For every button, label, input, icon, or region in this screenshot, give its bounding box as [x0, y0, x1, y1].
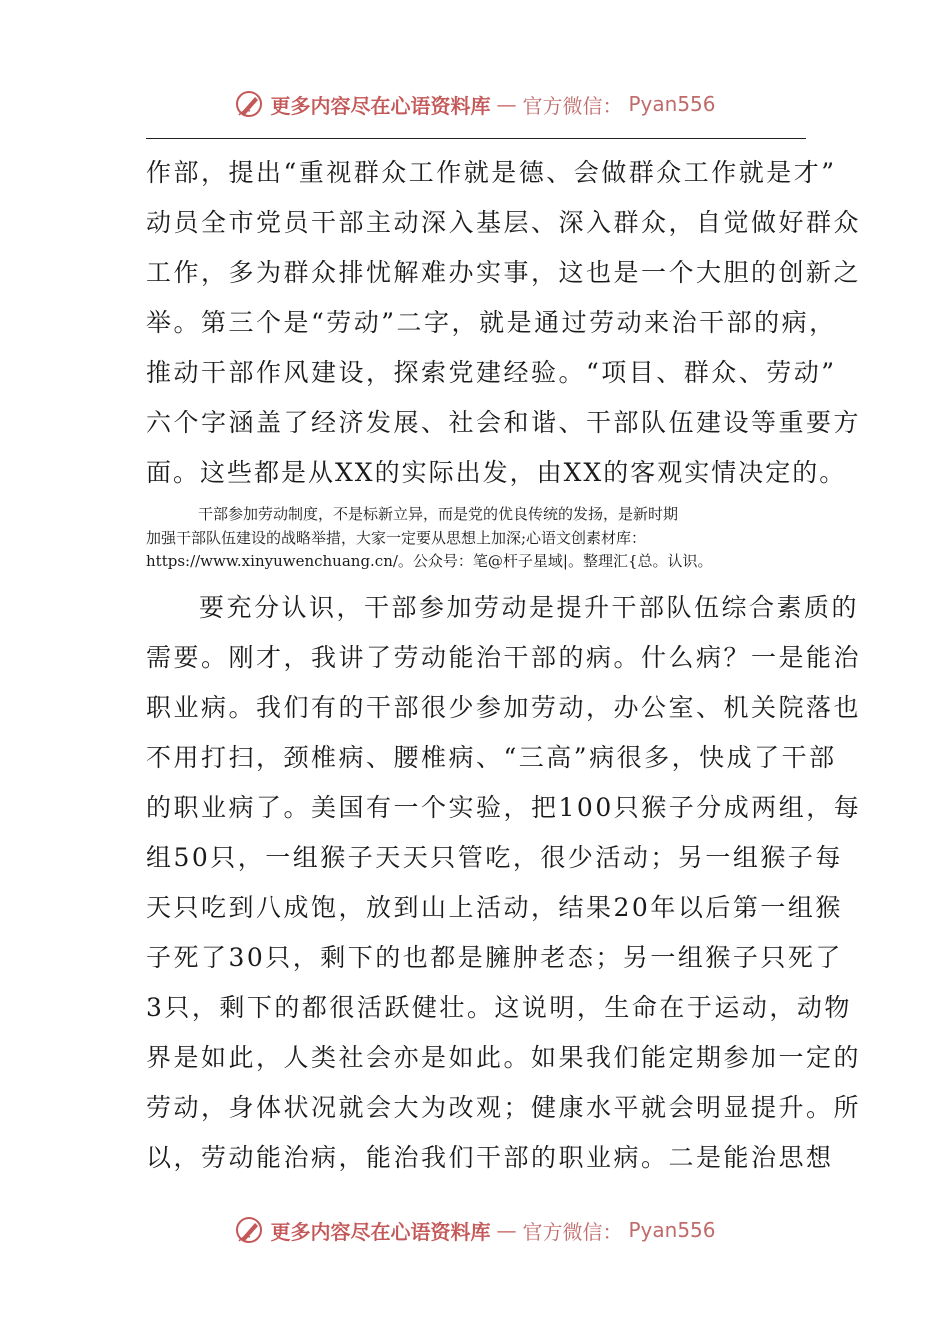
text-line: 要充分认识，干部参加劳动是提升干部队伍综合素质的 [199, 592, 860, 622]
text-line: 作部，提出“重视群众工作就是德、会做群众工作就是才” [146, 158, 837, 187]
note-line: 加强干部队伍建设的战略举措，大家一定要从思想上加深;心语文创素材库： [146, 528, 647, 547]
header-brand [234, 89, 715, 119]
text-line: 工作，多为群众排忧解难办实事，这也是一个大胆的创新之 [146, 258, 862, 287]
document-body [146, 148, 862, 1183]
text-line: 组50只，一组猴子天天只管吃，很少活动；另一组猴子每 [146, 842, 843, 872]
footer-dash: — [496, 1218, 517, 1242]
header-site-text: 更多内容尽在心语资料库 [270, 93, 491, 118]
header-divider [146, 138, 806, 139]
text-line: 举。第三个是“劳动”二字，就是通过劳动来治干部的病， [146, 308, 837, 337]
text-line: 六个字涵盖了经济发展、社会和谐、干部队伍建设等重要方 [146, 408, 862, 437]
note-line: 干部参加劳动制度，不是标新立异，而是党的优良传统的发扬，是新时期 [198, 505, 679, 523]
pen-logo-icon [234, 89, 264, 119]
text-line: 职业病。我们有的干部很少参加劳动，办公室、机关院落也 [146, 692, 862, 722]
text-line: 需要。刚才，我讲了劳动能治干部的病。什么病？一是能治 [146, 642, 862, 672]
page-header [0, 84, 950, 124]
footer-brand [234, 1215, 715, 1245]
page-footer [0, 1210, 950, 1250]
text-line: 动员全市党员干部主动深入基层、深入群众，自觉做好群众 [146, 208, 862, 237]
paragraph-1 [146, 148, 862, 498]
text-line: 面。这些都是从XX的实际出发，由XX的客观实情决定的。 [146, 458, 847, 487]
footer-wechat-label: 官方微信： [522, 1219, 623, 1244]
inserted-note [146, 503, 814, 574]
footer-site-text: 更多内容尽在心语资料库 [270, 1219, 491, 1244]
note-line: https://www.xinyuwenchuang.cn/。公众号：笔@杆子星域|。整理汇{总。认识。 [146, 552, 713, 570]
header-account: Pyan556 [628, 92, 716, 116]
text-line: 子死了30只，剩下的也都是臃肿老态；另一组猴子只死了 [146, 942, 843, 972]
header-wechat-label: 官方微信： [522, 93, 623, 118]
paragraph-2 [146, 583, 862, 1183]
header-dash: — [496, 92, 517, 116]
text-line: 不用打扫，颈椎病、腰椎病、“三高”病很多，快成了干部 [146, 742, 837, 772]
text-line: 劳动，身体状况就会大为改观；健康水平就会明显提升。所 [146, 1092, 862, 1122]
text-line: 3只，剩下的都很活跃健壮。这说明，生命在于运动，动物 [146, 992, 852, 1022]
text-line: 天只吃到八成饱，放到山上活动，结果20年以后第一组猴 [146, 892, 843, 922]
text-line: 推动干部作风建设，探索党建经验。“项目、群众、劳动” [146, 358, 837, 387]
pen-logo-icon [234, 1215, 264, 1245]
text-line: 的职业病了。美国有一个实验，把100只猴子分成两组，每 [146, 792, 862, 822]
footer-account: Pyan556 [628, 1218, 716, 1242]
text-line: 以，劳动能治病，能治我们干部的职业病。二是能治思想 [146, 1142, 834, 1172]
text-line: 界是如此，人类社会亦是如此。如果我们能定期参加一定的 [146, 1042, 862, 1072]
